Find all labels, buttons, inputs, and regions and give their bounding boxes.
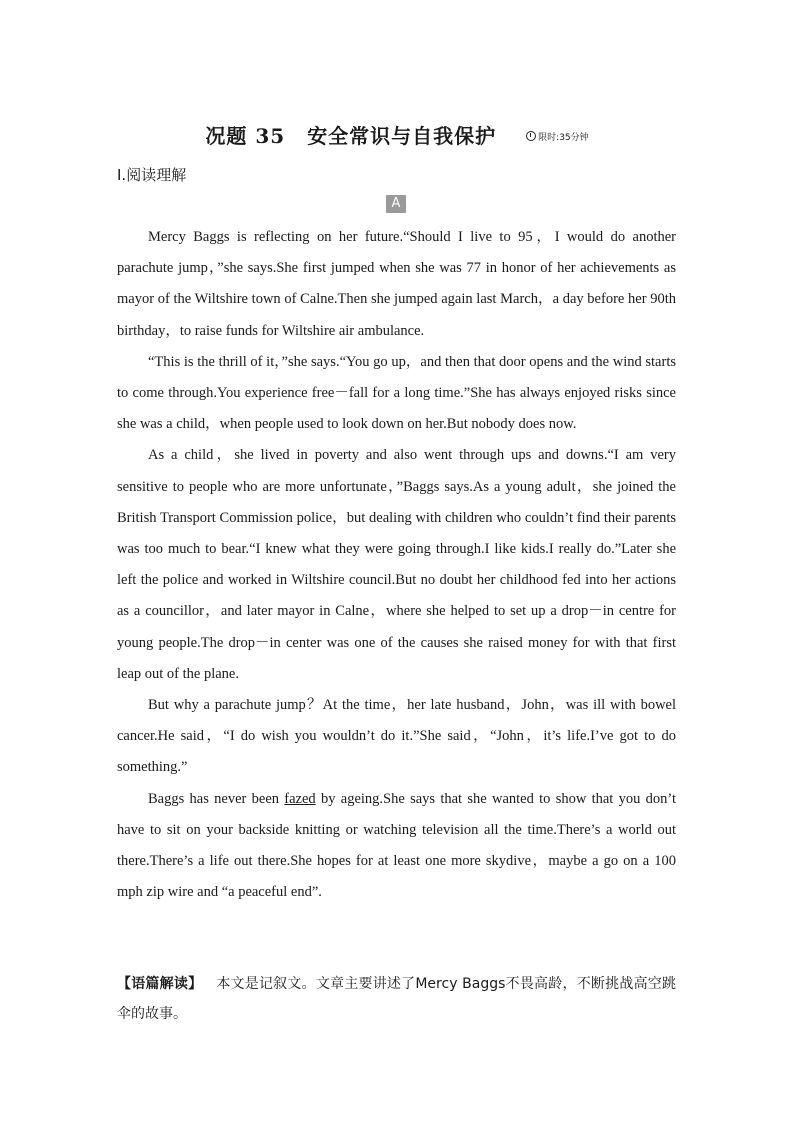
page-header [0,120,794,149]
title-prefix-a: 况 [205,124,227,148]
section-label: Ⅰ.阅读理解 [117,166,187,184]
title-prefix-b: 题 [226,124,248,148]
title-number: 35 [255,124,286,148]
analysis-label: 【语篇解读】 [117,976,203,992]
time-limit [526,133,589,143]
analysis-text: 本文是记叙文。文章主要讲述了Mercy Baggs不畏高龄，不断挑战高空跳伞的故事。 [117,976,677,1022]
time-limit-text: 限时:35分钟 [538,133,589,143]
underlined-word: fazed [284,790,316,807]
paragraph-5-end: by ageing.She says that she wanted to show that you don’t have to sit on your backside knitting or watching television all the time.There’s a world out there.There’s a life out there.She hopes for at least one more skydive，maybe a go on a 100 mph zip wire and “a peaceful end”. [117,790,676,901]
paragraph-1: Mercy Baggs is reflecting on her future.“Should I live to 95，I would do another parachute jump，”she says.She first jumped when she was 77 in honor of her achievements as mayor of the Wiltshire town of Calne.Then she jumped again last March，a day before her 90th birthday，to raise funds for Wiltshire air ambulance. [117,229,676,339]
paragraph-3: As a child，she lived in poverty and also went through ups and downs.“I am very sensitive to people who are more unfortunate，”Baggs says.As a young adult，she joined the British Transport Commission police，but dealing with children who couldn’t find their parents was too much to bear.“I knew what they were going through.I like kids.I really do.”Later she left the police and worked in Wiltshire council.But no doubt her childhood fed into her actions as a councillor，and later mayor in Calne，where she helped to set up a drop－in centre for young people.The drop－in center was one of the causes she raised money for with that first leap out of the plane. [117,447,676,682]
discourse-analysis [117,969,676,1029]
passage-badge: A [386,195,406,213]
paragraph-5 [117,784,676,909]
article-body [117,222,676,908]
title-topic: 安全常识与自我保护 [307,124,497,148]
paragraph-2: “This is the thrill of it，”she says.“You go up，and then that door opens and the wind starts to come through.You experience free－fall for a long time.”She has always enjoyed risks since she was a child，when people used to look down on her.But nobody does now. [117,353,676,433]
paragraph-5-start: Baggs has never been [148,790,285,807]
clock-icon [526,131,536,141]
page-title [205,124,504,148]
paragraph-4: But why a parachute jump？At the time，her late husband，John，was ill with bowel cancer.He said，“I do wish you wouldn’t do it.”She said，“John，it’s life.I’ve got to do something.” [117,697,676,776]
